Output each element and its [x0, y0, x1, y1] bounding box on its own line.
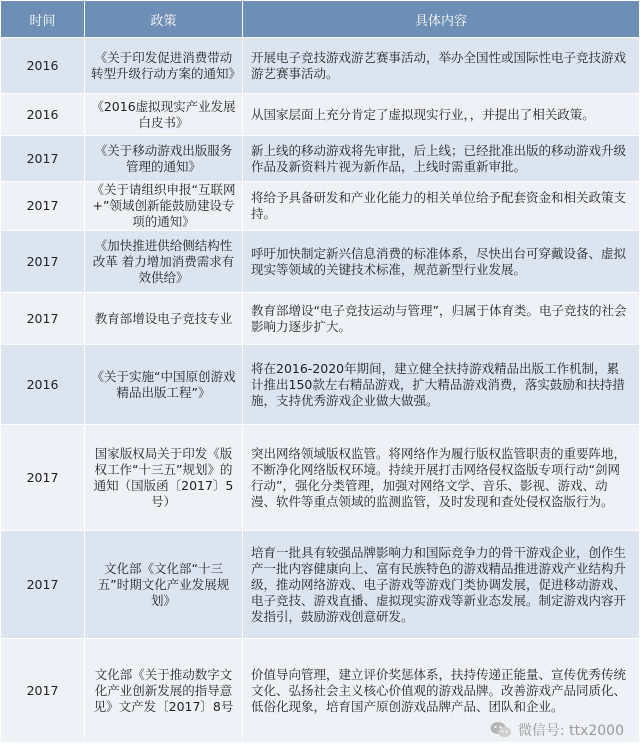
content-cell: 培育一批具有较强品牌影响力和国际竞争力的骨干游戏企业，创作生产一批内容健康向上、富有民族特色的游戏精品推进游戏产业结构升级，推动网络游戏、电子游戏等游戏门类协调发展，促进移动游戏、电子竞技、游戏直播、虚拟现实游戏等新业态发展。制定游戏内容开发指引，鼓励游戏创意研发。: [243, 531, 640, 639]
wechat-watermark: [490, 720, 624, 740]
year-cell: 2017: [1, 531, 85, 639]
year-cell: 2017: [1, 136, 85, 182]
policy-cell: 《关于移动游戏出版服务管理的通知》: [85, 136, 243, 182]
table-row: [1, 293, 640, 345]
policy-cell: 《关于实施“中国原创游戏精品出版工程”》: [85, 345, 243, 425]
table-row: [1, 531, 640, 639]
year-cell: 2017: [1, 293, 85, 345]
table-row: [1, 231, 640, 293]
year-cell: 2017: [1, 425, 85, 531]
year-cell: 2016: [1, 38, 85, 94]
policy-cell: 国家版权局关于印发《版权工作“十三五”规划》的通知（国版函〔2017〕5号）: [85, 425, 243, 531]
year-cell: 2016: [1, 345, 85, 425]
content-cell: 将在2016-2020年期间，建立健全扶持游戏精品出版工作机制，累计推出150款左右精品游戏，扩大精品游戏消费，落实鼓励和扶持措施，支持优秀游戏企业做大做强。: [243, 345, 640, 425]
table-row: [1, 136, 640, 182]
year-cell: 2017: [1, 639, 85, 743]
content-cell: 教育部增设“电子竞技运动与管理”，归属于体育类。电子竞技的社会影响力逐步扩大。: [243, 293, 640, 345]
header-policy: 政策: [85, 1, 243, 38]
content-cell: 呼吁加快制定新兴信息消费的标准体系，尽快出台可穿戴设备、虚拟现实等领域的关键技术标准，规范新型行业发展。: [243, 231, 640, 293]
table-row: [1, 345, 640, 425]
table-row: [1, 425, 640, 531]
policy-cell: 文化部《关于推动数字文化产业创新发展的指导意见》文产发〔2017〕8号: [85, 639, 243, 743]
year-cell: 2016: [1, 94, 85, 136]
policy-cell: 《2016虚拟现实产业发展白皮书》: [85, 94, 243, 136]
content-cell: 开展电子竞技游戏游艺赛事活动，举办全国性或国际性电子竞技游戏游艺赛事活动。: [243, 38, 640, 94]
content-cell: 新上线的移动游戏将先审批，后上线；已经批准出版的移动游戏升级作品及新资料片视为新作品，上线时需重新审批。: [243, 136, 640, 182]
content-cell: 从国家层面上充分肯定了虚拟现实行业，，并提出了相关政策。: [243, 94, 640, 136]
policy-cell: 《关于请组织申报“互联网+”领域创新能鼓励建设专项的通知》: [85, 182, 243, 231]
year-cell: 2017: [1, 231, 85, 293]
policy-cell: 《关于印发促进消费带动转型升级行动方案的通知》: [85, 38, 243, 94]
header-content: 具体内容: [243, 1, 640, 38]
content-cell: 价值导向管理，建立评价奖惩体系，扶持传递正能量、宣传优秀传统文化、弘扬社会主义核心价值观的游戏品牌。改善游戏产品同质化、低俗化现象，培育国产原创游戏品牌产品、团队和企业。: [243, 639, 640, 743]
content-cell: 将给予具备研发和产业化能力的相关单位给予配套资金和相关政策支持。: [243, 182, 640, 231]
content-cell: 突出网络领域版权监管。将网络作为履行版权监管职责的重要阵地，不断净化网络版权环境。持续开展打击网络侵权盗版专项行动“剑网行动”，强化分类管理，加强对网络文学、音乐、影视、游戏、动漫、软件等重点领域的监测监管，及时发现和查处侵权盗版行为。: [243, 425, 640, 531]
watermark-text: 微信号: ttx2000: [517, 723, 624, 739]
wechat-icon: [490, 721, 512, 739]
policy-cell: 文化部《文化部“十三五”时期文化产业发展规划》: [85, 531, 243, 639]
policy-cell: 教育部增设电子竞技专业: [85, 293, 243, 345]
table-header-row: [1, 1, 640, 38]
table-row: [1, 182, 640, 231]
policy-cell: 《加快推进供给侧结构性改革 着力增加消费需求有效供给》: [85, 231, 243, 293]
table-row: [1, 94, 640, 136]
table-row: [1, 38, 640, 94]
year-cell: 2017: [1, 182, 85, 231]
header-year: 时间: [1, 1, 85, 38]
